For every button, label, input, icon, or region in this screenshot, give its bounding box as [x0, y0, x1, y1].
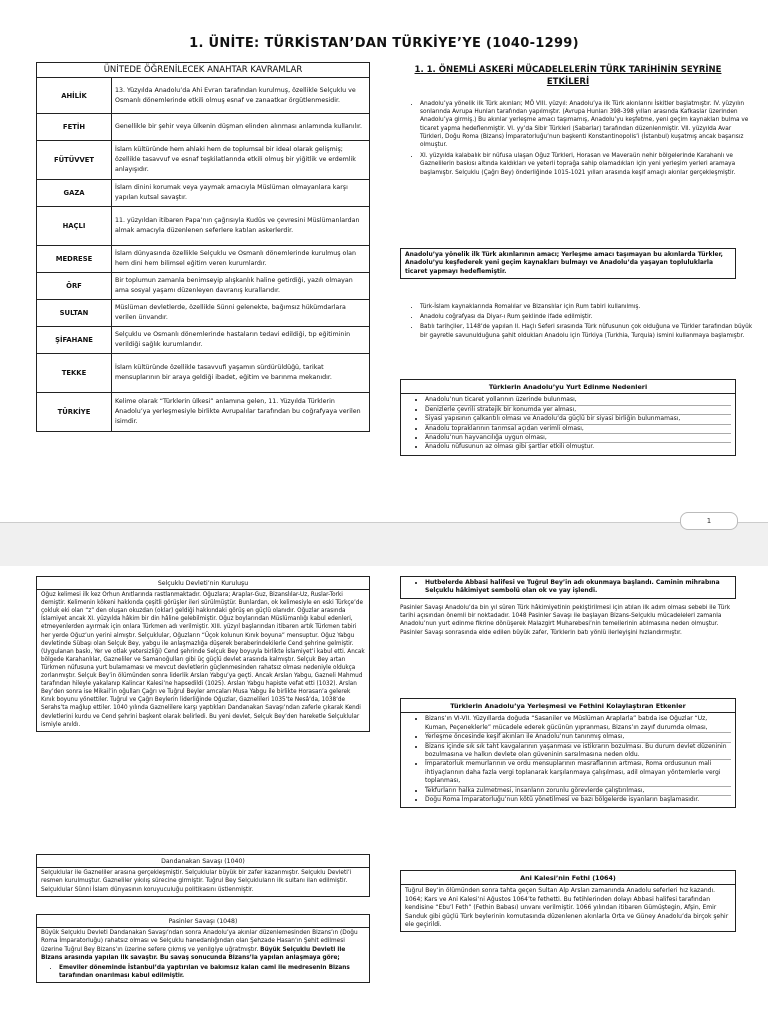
concept-definition: Selçuklu ve Osmanlı dönemlerinde hastaların tedavi edildiği, tıp eğitiminin verildiği sağlık kurumlarıdır. [112, 327, 370, 354]
concept-term: SULTAN [37, 300, 112, 327]
concept-term: ÖRF [37, 273, 112, 300]
table-row [37, 207, 370, 246]
reasons-box-title: Türklerin Anadolu’yu Yurt Edinme Nedenleri [401, 382, 735, 394]
dandanakan-title: Dandanakan Savaşı (1040) [37, 857, 369, 868]
concept-term: AHİLİK [37, 78, 112, 114]
concept-term: MEDRESE [37, 246, 112, 273]
concept-term: FÜTÜVVET [37, 141, 112, 180]
list-item: • Türk-İslam kaynaklarında Romalılar ve Bizanslılar için Rum tabiri kullanılmış. [420, 303, 756, 311]
list-item: • Anadolu’nun ticaret yollarının üzerinde bulunması, [425, 396, 731, 404]
table-row [37, 393, 370, 432]
list-item: • Anadolu coğrafyası da Diyar-ı Rum şeklinde ifade edilmiştir. [420, 313, 756, 321]
seljuk-founding-box [36, 576, 370, 732]
page-2 [0, 566, 768, 1024]
unit-title: 1. ÜNİTE: TÜRKİSTAN’DAN TÜRKİYE’YE (1040-1299) [189, 36, 579, 51]
concept-definition: 13. Yüzyılda Anadolu’da Ahi Evran tarafından kurulmuş, özellikle Selçuklu ve Osmanlı dönemlerinde etkili olmuş esnaf ve zanaatkar örgütlenmesidir. [112, 78, 370, 114]
pasinler-text-a: Büyük Selçuklu Devleti Dandanakan Savaşı’ndan sonra Anadolu’ya akınlar düzenlemesinden Bizans’ın (Doğu Roma İmparatorluğu) rahatsız olması ve Selçuklu hanedanlığından olan Şehzade Hasan’ın Şehit edilmesi üzerine Tuğrul Bey Bizans’ın üzerine sefere çıkmış ve yenilgiye uğratmıştır. [41, 930, 358, 953]
table-row [37, 114, 370, 141]
list-item: • Batılı tarihçiler, 1148’de yapılan II. Haçlı Seferi sırasında Türk nüfusunun çok olduğuna ve Türkler tarafından büyük bir gayretle savunulduğuna şahit oldukları Anadolu için Türkiya (Turkhia, Turquia) ismini kullanmaya başlamıştır. [420, 323, 756, 339]
reasons-box [400, 379, 736, 456]
list-item: • Doğu Roma İmparatorluğu’nun kötü yönetilmesi ve bazı bölgelerde isyanların başlamasıdır. [425, 795, 731, 804]
pasinler-title: Pasinler Savaşı (1048) [37, 917, 369, 928]
dandanakan-text: Selçuklular ile Gazneliler arasına gerçekleşmiştir. Selçuklular büyük bir zafer kazanmıştır. Selçuklu Devleti’i resmen kurulmuştur. Gazneliler yıkılış sürecine girmiştir. Tuğrul Bey Selçukluların ilk sultanı ilan edilmiştir. Selçuklular Sünni İslam dünyasının koruyuculuğu politikasını üstlenmiştir. [41, 870, 352, 893]
concept-definition: İslam kültüründe özellikle tasavvufi yaşamın sürdürüldüğü, tarikat mensuplarının bir araya geldiği ibadet, eğitim ve barınma mekanıdır. [112, 354, 370, 393]
concept-definition: 11. yüzyıldan itibaren Papa’nın çağrısıyla Kudüs ve çevresini Müslümanlardan almak amacıyla düzenlenen seferlere katılan askerlerdir. [112, 207, 370, 246]
concept-definition: Kelime olarak “Türklerin ülkesi” anlamına gelen, 11. Yüzyılda Türklerin Anadolu’ya yerleşmesiyle birlikte Avrupalılar tarafından bu coğrafyaya verilen isimdir. [112, 393, 370, 432]
table-row [37, 246, 370, 273]
seljuk-founding-title: Selçuklu Devleti’nin Kuruluşu [37, 579, 369, 590]
concept-term: ŞİFAHANE [37, 327, 112, 354]
list-item: • Hutbelerde Abbasi halifesi ve Tuğrul Bey’in adı okunmaya başlandı. Caminin mihrabına Selçuklu hâkimiyet sembolü olan ok ve yay işlendi. [425, 579, 731, 596]
table-row [37, 327, 370, 354]
list-item: • XI. yüzyılda kalabalık bir nüfusa ulaşan Oğuz Türkleri, Horasan ve Maveraün nehir bölgelerinde Karahanlı ve Gaznelilerin baskısı altında kaldıkları ve yeterli toprağa sahip olamadıkları için yeni yerleşim yerleri aramaya başlamıştır. Selçuklu (Çağrı Bey) önderliğinde 1015-1021 yılları arasında keşif amaçlı akınlar gerçekleşmiştir. [420, 152, 756, 177]
list-item: • Bizans içinde sık sık taht kavgalarının yaşanması ve istikrarın bozulması. Bu durum devlet düzeninin bozulmasına ve halkın devlete olan güveninin sarsılmasına neden oldu. [425, 742, 731, 760]
reasons-list [405, 396, 731, 451]
concept-definition: Genellikle bir şehir veya ülkenin düşman elinden alınması anlamında kullanılır. [112, 114, 370, 141]
concept-definition: Bir toplumun zamanla benimseyip alışkanlık haline getirdiği, yazılı olmayan ama sosyal yaşamı düzenleyen davranış kurallarıdır. [112, 273, 370, 300]
table-row [37, 78, 370, 114]
ani-fortress-text: Tuğrul Bey’in ölümünden sonra tahta geçen Sultan Alp Arslan zamanında Anadolu seferleri hız kazandı. 1064; Kars ve Ani Kalesi’ni Ağustos 1064’te fethetti. Bu fetihlerinden dolayı Abbasi halifesi tarafından kendisine “Ebu’l Feth” (Fethin Babası) unvanı verilmiştir. 1066 yılından itibaren Gümüştegin, Afşin, Emir Sanduk gibi güçlü Türk beylerinin komutasında düzenlenen akınlarla Orta ve Güney Anadolu’da birçok şehir ele geçirildi. [405, 887, 729, 929]
hutbe-box [400, 576, 736, 599]
pasinler-box [36, 914, 370, 983]
list-item: • Denizlerle çevrili stratejik bir konumda yer alması, [425, 405, 731, 414]
table-row [37, 180, 370, 207]
list-item: • Anadolu’ya yönelik ilk Türk akınları; MÖ VIII. yüzyıl: Anadolu’ya ilk Türk akınlarını İskitler başlatmıştır. IV. yüzyılın sonlarında Avrupa Hunları tarafından yapılmıştır. (Avrupa Hunları 398-398 yılları arasında Kafkaslar üzerinden Anadolu’ya girmiş.) Bu akınlar yerleşme amacı taşımamış, Anadolu’yu keşfetme, yeni geçim kaynakları bulma ve ticaret yapma hedeflenmiştir. VI. yy’da Sibir Türkleri (Sabarlar) tarafından düzenlenmiştir. VII. yüzyılda Avar Türkleri, Doğu Roma (Bizans) İmparatorluğu’nun başkenti Konstantinopolis’i (İstanbul) kuşatmış ancak başarısız olmuştur. [420, 100, 756, 149]
table-row [37, 141, 370, 180]
key-concepts-table [36, 62, 370, 432]
concept-term: FETİH [37, 114, 112, 141]
concept-term: TEKKE [37, 354, 112, 393]
list-item: • Anadolu’nun hayvancılığa uygun olması, [425, 433, 731, 442]
pasinler-text-b: Büyük Selçuklu Devleti ile Bizans arasında yapılan ilk savaştır. Bu savaş sonucunda Bizans’la yapılan anlaşmaya göre; [41, 946, 346, 961]
section-title: 1. 1. ÖNEMLİ ASKERİ MÜCADELELERİN TÜRK TARİHİNİN SEYRİNE ETKİLERİ [414, 65, 722, 87]
table-row [37, 273, 370, 300]
concept-term: TÜRKİYE [37, 393, 112, 432]
concept-definition: İslam dünyasında özellikle Selçuklu ve Osmanlı dönemlerinde kurulmuş olan hem dini hem bilimsel eğitim veren kurumlardır. [112, 246, 370, 273]
table-row [37, 300, 370, 327]
settlement-box-title: Türklerin Anadolu’ya Yerleşmesi ve Fethini Kolaylaştıran Etkenler [401, 701, 735, 713]
concept-term: HAÇLI [37, 207, 112, 246]
ani-fortress-box [400, 870, 736, 932]
table-row [37, 354, 370, 393]
bullet-list-intro [398, 100, 756, 179]
pasinler-paragraph: Pasinler Savaşı Anadolu’da bin yıl süren Türk hâkimiyetinin pekiştirilmesi için atılan ilk adım olması sebebi ile Türk tarihi açısından önemli bir noktadadır. 1048 Pasinler Savaşı ile başlayan Bizans-Selçuklu mücadeleleri zamanla Anadolu’nun yurt edinme fikrine dönüşerek Malazgirt Muharebesi’nin temellerinin atılmasına neden olmuştur. Pasinler Savaşı sonrasında elde edilen büyük zafer, Türklerin batı yönlü ilerleyişini hızlandırmıştır. [400, 605, 731, 636]
settlement-list [405, 715, 731, 804]
seljuk-founding-text: Oğuz kelimesi ilk kez Orhun Anıtlarında rastlanmaktadır. Oğuzlara; Araplar-Guz, Bizanslılar-Uz, Ruslar-Torki demiştir. Kelimenin kökeni hakkında çeşitli görüşler ileri sürülmüştür. Bunlardan, ok kelimesiyle en eski Türkçe’de çokluk eki olan “z” den oluşan okuzdan (oklar) geldiği hakkındaki görüş en güçlü olanıdır. Oğuzlar arasında İslamiyet ancak XI. yüzyılda hâkim bir din hâline gelebilmiştir. Oğuz boylarından Müslümanlığı kabul edenleri, etmeyenlerden ayırmak için onlara Türkmen adı verilmiştir. XIII. yüzyıl başlarından itibaren artık Türkmen tabiri her yerde Oğuz’un yerini almıştır. Selçuklular, Oğuzların “Üçok kolunun Kınık boyuna” mensuptur. Oğuz Yabgu devletinde Sübaşı olan Selçuk Bey, yabgu ile anlaşmazlığa düşerek beraberindekilerle Cend şehrine gelmiştir. (Uygulanan baskı, Yer ve otlak yetersizliği) Cend şehrinde Selçuk Bey boyuyla birlikte İslamiyet’i kabul etti. Ancak bölgede Karahanlılar, Gazneliler ve Samanoğulları gibi üç güçlü devlet arasında kalmıştır. Selçuk Bey artan Türkmen nüfusuna yurt bulamaması ve mevcut devletlerin güçlenmesinden rahatsız olması nedeniyle oldukça zorlanmıştır. Selçuk Bey’in ölümünden sonra liderlik Arslan Yabgu’ya geçti. Ancak Arslan Yabgu, Gazneli Mahmud tarafından hileyle yakalanıp Kalincar Kalesi’ne hapsedildi (1025). Arslan Yabgu hapiste vefat etti (1032). Arslan Bey’den sonra ise Mikail’in oğulları Çağrı ve Tuğrul Beyler amcaları Musa Yabgu ile birlikte Horasan’a gelerek Kınık boyunu yönettiler. Tuğrul ve Çağrı Beylerin liderliğinde Oğuzlar, Gaznelileri 1035’te Nesâ’da, 1038’de Serahs’ta mağlup ettiler. 1040 yılında Gaznelilere karşı yaptıkları Dandanakan Savaşı’ndan zaferle çıkarak Kendi devletlerini kurdu ve Cend şehrini başkent olarak belirledi. Bu yeni devlet, Selçuk Bey’den hareketle Selçuklular ismiyle anıldı. [41, 592, 365, 728]
list-item: • Yerleşme öncesinde keşif akınları ile Anadolu’nun tanınmış olması, [425, 732, 731, 741]
highlight-box: Anadolu’ya yönelik ilk Türk akınlarının amacı; Yerleşme amacı taşımayan bu akınlarda Türkler, Anadolu’yu keşfederek yeni geçim kaynakları bulmayı ve Anadolu’da yaşayan topluluklarla ticaret yapmayı hedeflemiştir. [400, 248, 736, 279]
ani-fortress-title: Ani Kalesi’nin Fethi (1064) [401, 873, 735, 885]
list-item: • İmparatorluk memurlarının ve ordu mensuplarının masraflarının artması, Roma ordusunun mali ihtiyaçlarının daha fazla vergi toplanarak karşılanmaya çalışılması, adil olmayan yöntemlerle vergi toplanması, [425, 759, 731, 785]
bullet-list-rum [398, 303, 756, 342]
pasinler-text [41, 929, 365, 962]
page-number: 1 [680, 512, 738, 530]
list-item: • Anadolu nüfusunun az olması gibi şartlar etkili olmuştur. [425, 442, 731, 451]
list-item: • Bizans’ın VI-VII. Yüzyıllarda doğuda “Sasaniler ve Müslüman Araplarla” batıda ise Oğuzlar “Uz, Kuman, Peçeneklerle” mücadele ederek gücünün yıpranması, Bizans’ın zayıf durumda olması, [425, 715, 731, 732]
dandanakan-box [36, 854, 370, 897]
concept-definition: İslam dinini korumak veya yaymak amacıyla Müslüman olmayanlara karşı yapılan kutsal savaştır. [112, 180, 370, 207]
list-item: • Emeviler döneminde İstanbul’da yaptırılan ve bakımsız kalan cami ile medresenin Bizans tarafından onarılması kabul edilmiştir. [59, 964, 365, 980]
list-item: • Siyasi yapısının çalkantılı olması ve Anadolu’da güçlü bir siyasi birliğin bulunmaması, [425, 414, 731, 423]
concept-definition: İslam kültüründe hem ahlaki hem de toplumsal bir ideal olarak gelişmiş; özellikle tasavvuf ve esnaf teşkilatlarında etkili olmuş bir yiğitlik ve erdemlik anlayışıdır. [112, 141, 370, 180]
settlement-box [400, 698, 736, 808]
list-item: • Tekfurların halka zulmetmesi, insanların zorunlu görevlerde çalıştırılması, [425, 786, 731, 795]
page-separator [0, 522, 768, 567]
pasinler-list [41, 964, 365, 980]
concept-term: GAZA [37, 180, 112, 207]
concept-definition: Müslüman devletlerde, özellikle Sünni gelenekte, bağımsız hükümdarlara verilen ünvandır. [112, 300, 370, 327]
list-item: • Anadolu topraklarının tarımsal açıdan verimli olması, [425, 424, 731, 433]
key-concepts-heading: ÜNİTEDE ÖĞRENİLECEK ANAHTAR KAVRAMLAR [37, 63, 370, 78]
